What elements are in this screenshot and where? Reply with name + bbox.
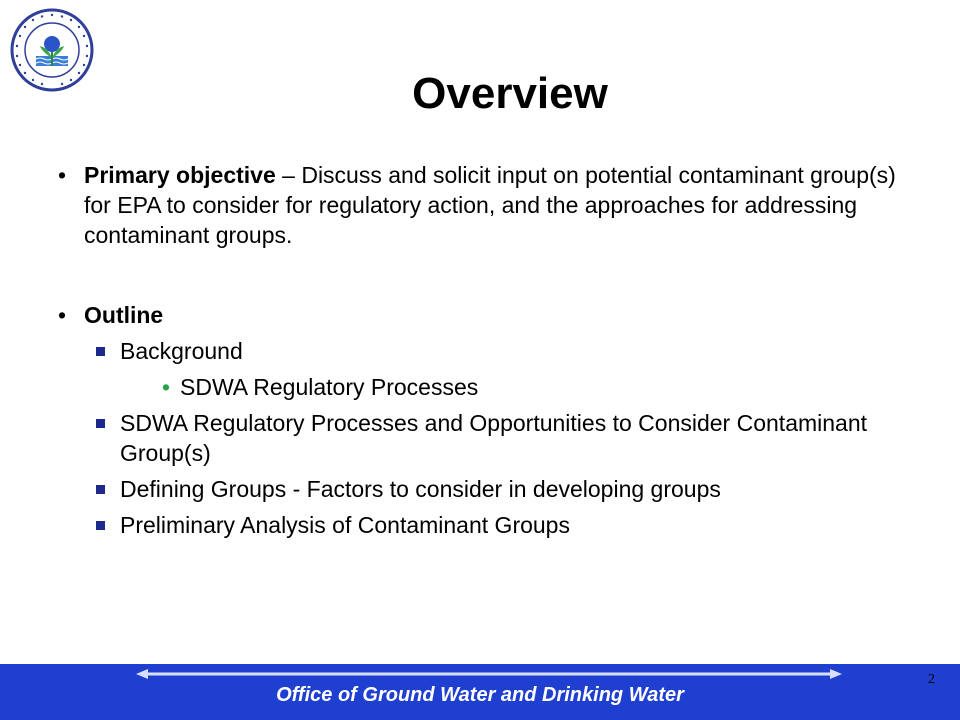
outline-item-preliminary-analysis	[58, 510, 918, 540]
outline-subitem-text: SDWA Regulatory Processes	[180, 374, 479, 400]
outline-item-text: Background	[120, 338, 243, 364]
bullet-dot: •	[58, 162, 67, 188]
outline-item-opportunities	[58, 408, 918, 468]
outline-subitem-sdwa-processes	[58, 372, 918, 402]
primary-objective-label: Primary objective	[84, 162, 276, 188]
bullet-dot: •	[58, 302, 67, 328]
slide-body	[58, 160, 918, 540]
double-arrow-icon	[136, 668, 842, 680]
footer-bar	[0, 664, 960, 720]
bullet-outline	[58, 300, 918, 330]
outline-item-text: Defining Groups - Factors to consider in developing groups	[120, 476, 721, 502]
slide-title: Overview	[412, 69, 608, 118]
square-bullet-icon	[96, 419, 105, 428]
outline-item-text: SDWA Regulatory Processes and Opportunities to Consider Contaminant Group(s)	[120, 410, 868, 466]
footer-office-name: Office of Ground Water and Drinking Water	[276, 684, 684, 706]
primary-objective-text: – Discuss and solicit input on potential contaminant group(s) for EPA to consider for regulatory action, and the approaches for addressing contaminant groups.	[84, 162, 896, 248]
bullet-primary-objective	[58, 160, 918, 250]
outline-item-defining-groups	[58, 474, 918, 504]
square-bullet-icon	[96, 485, 105, 494]
square-bullet-icon	[96, 347, 105, 356]
outline-label: Outline	[84, 302, 164, 328]
outline-item-text: Preliminary Analysis of Contaminant Groups	[120, 512, 570, 538]
square-bullet-icon	[96, 521, 105, 530]
green-bullet-dot: •	[162, 374, 171, 400]
outline-item-background	[58, 336, 918, 366]
page-number: 2	[928, 672, 935, 687]
